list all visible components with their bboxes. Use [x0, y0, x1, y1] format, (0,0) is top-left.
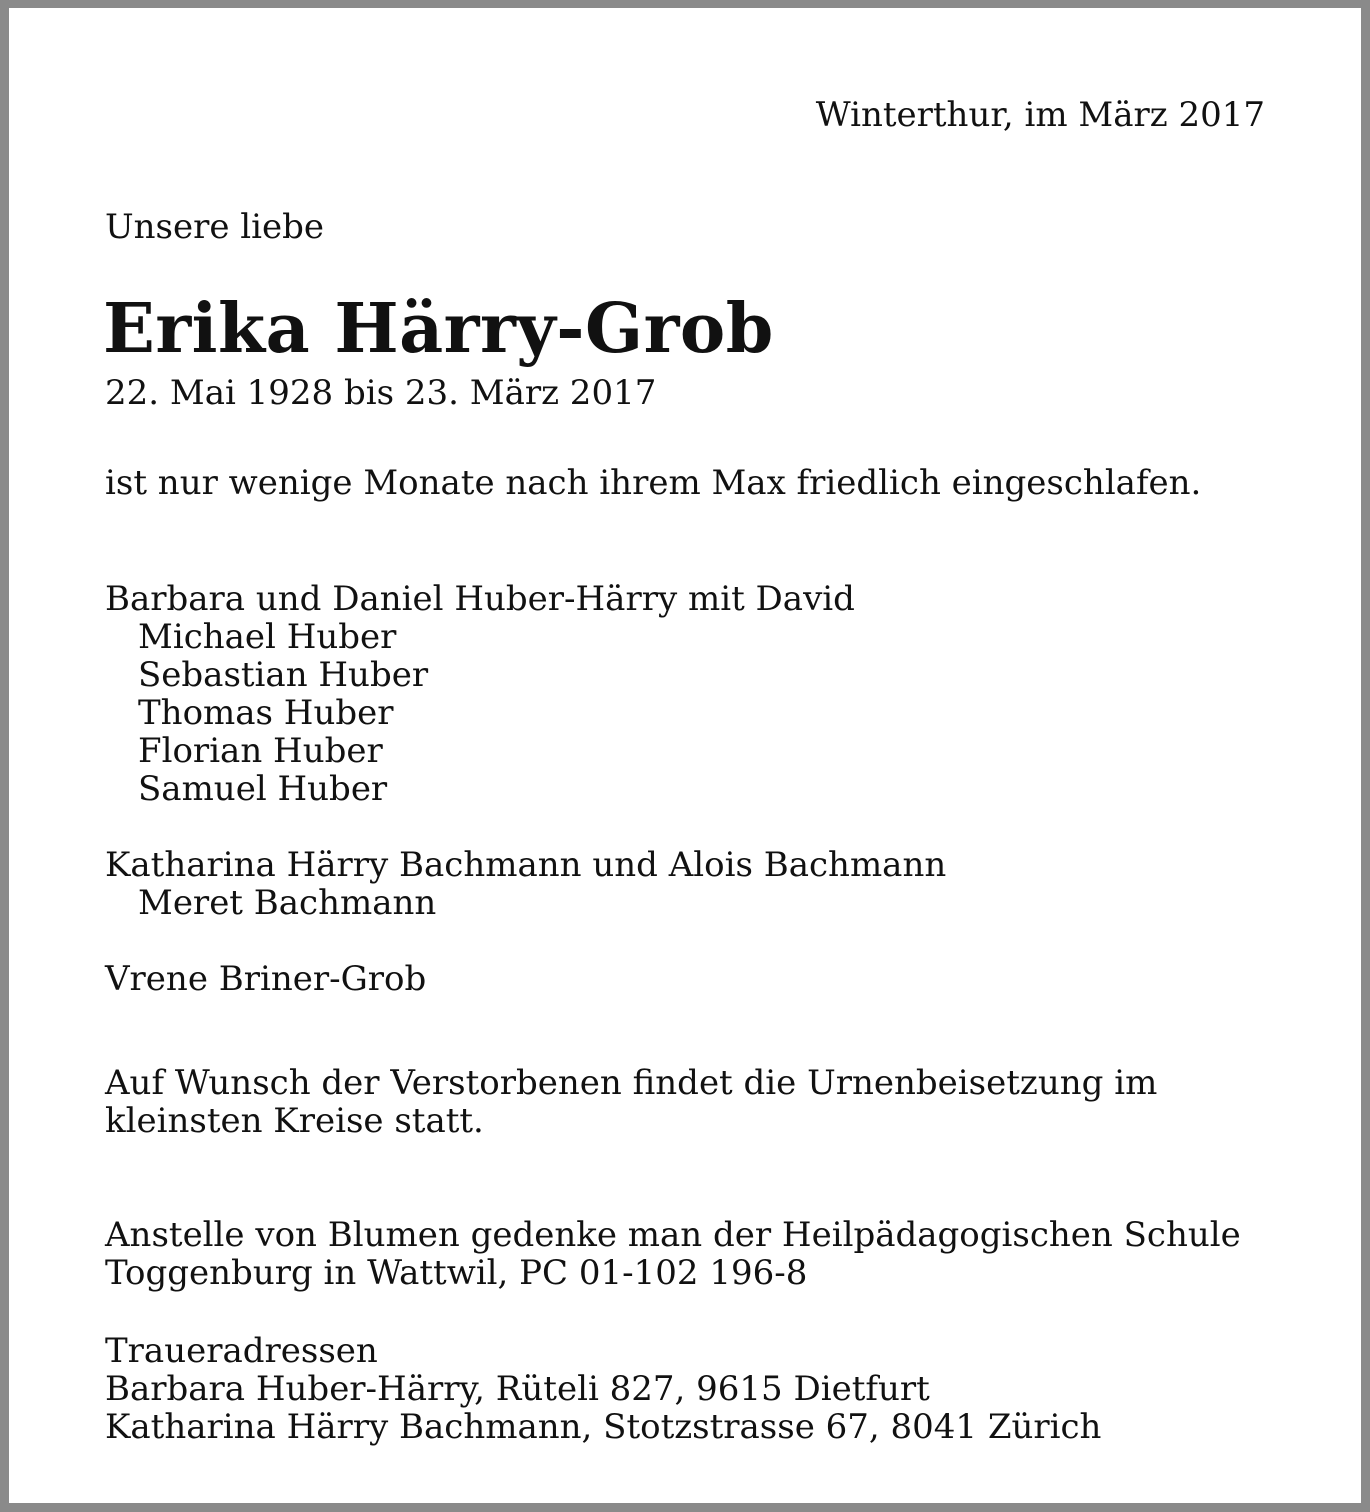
burial-line: Auf Wunsch der Verstorbenen findet die Urnenbeisetzung im: [105, 1063, 1158, 1103]
mourning-heading: Traueradressen: [105, 1331, 378, 1371]
family-group-head: Katharina Härry Bachmann und Alois Bachmann: [105, 845, 947, 885]
lifespan-dates: 22. Mai 1928 bis 23. März 2017: [105, 373, 657, 413]
donation-notice: [105, 1216, 1241, 1292]
mourning-addresses: [105, 1332, 1101, 1446]
intro-text: Unsere liebe: [105, 207, 325, 247]
mourning-address: Katharina Härry Bachmann, Stotzstrasse 67, 8041 Zürich: [105, 1407, 1102, 1447]
mourning-address: Barbara Huber-Härry, Rüteli 827, 9615 Dietfurt: [105, 1369, 930, 1409]
death-statement: ist nur wenige Monate nach ihrem Max friedlich eingeschlafen.: [105, 463, 1202, 503]
family-member: Sebastian Huber: [138, 655, 429, 695]
family-member: Michael Huber: [138, 617, 397, 657]
place-date: Winterthur, im März 2017: [815, 95, 1265, 135]
donation-line: Toggenburg in Wattwil, PC 01-102 196-8: [105, 1253, 808, 1293]
family-member: Samuel Huber: [138, 769, 388, 809]
burial-notice: [105, 1064, 1157, 1140]
family-list: [105, 580, 946, 998]
family-member: Meret Bachmann: [138, 883, 437, 923]
spacer: [105, 808, 946, 846]
donation-line: Anstelle von Blumen gedenke man der Heilpädagogischen Schule: [105, 1215, 1241, 1255]
family-member: Thomas Huber: [138, 693, 394, 733]
deceased-name: Erika Härry-Grob: [103, 289, 774, 369]
spacer: [105, 922, 946, 960]
family-group-head: Barbara und Daniel Huber-Härry mit David: [105, 579, 855, 619]
family-member: Florian Huber: [138, 731, 383, 771]
burial-line: kleinsten Kreise statt.: [105, 1101, 484, 1141]
family-group-head: Vrene Briner-Grob: [105, 959, 427, 999]
